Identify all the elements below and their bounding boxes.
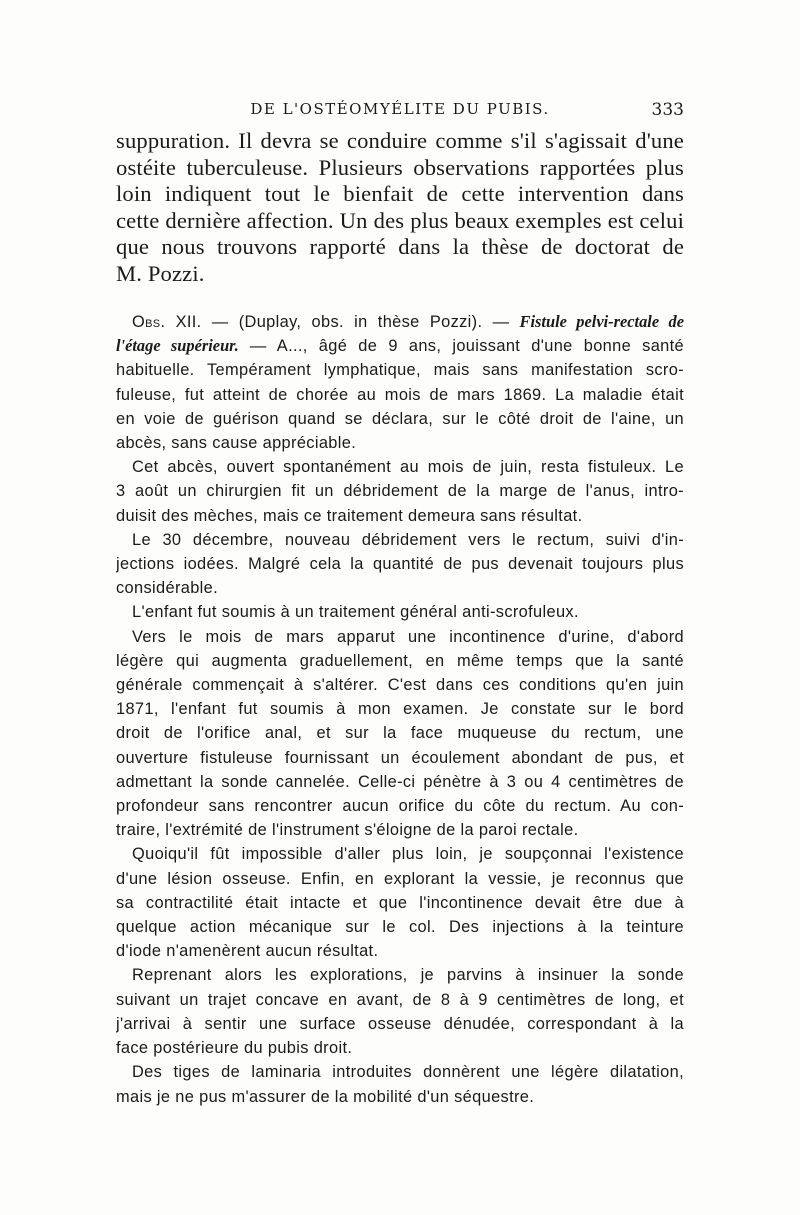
text-line: d'une lésion osseuse. Enfin, en explorant la vessie, je reconnus que <box>116 869 684 888</box>
text-line: d'iode n'amenèrent aucun résultat. <box>116 942 379 961</box>
text-line: M. Pozzi. <box>116 260 205 286</box>
text-line: en voie de guérison quand se déclara, sur le côté droit de l'aine, un <box>116 409 684 428</box>
observation-label: Obs. XII. <box>132 313 202 331</box>
running-head: DE L'OSTÉOMYÉLITE DU PUBIS. <box>250 100 550 118</box>
text-line: traire, l'extrémité de l'instrument s'éloigne de la paroi rectale. <box>116 821 579 840</box>
text-line: suivant un trajet concave en avant, de 8 à 9 centimètres de long, et <box>116 990 684 1009</box>
text-line: Reprenant alors les explorations, je parvins à insinuer la sonde <box>132 966 684 985</box>
text-line: 1871, l'enfant fut soumis à mon examen. Je constate sur le bord <box>116 700 684 719</box>
text-line: duisit des mèches, mais ce traitement demeura sans résultat. <box>116 506 583 525</box>
text-line: Quoiqu'il fût impossible d'aller plus loin, je soupçonnai l'existence <box>132 845 684 864</box>
text-line: admettant la sonde cannelée. Celle-ci pénètre à 3 ou 4 centimètres de <box>116 772 684 791</box>
page-header <box>116 100 684 126</box>
text-line: L'enfant fut soumis à un traitement général anti-scrofuleux. <box>132 603 579 622</box>
text-line <box>116 334 684 358</box>
text-line: suppuration. Il devra se conduire comme s'il s'agissait d'une <box>116 128 684 153</box>
text-line: que nous trouvons rapporté dans la thèse de doctorat de <box>116 234 684 260</box>
text-line: considérable. <box>116 579 219 598</box>
text-line: jections iodées. Malgré cela la quantité de pus devenait toujours plus <box>116 555 684 574</box>
observation-block <box>116 310 684 1109</box>
text-line: profondeur sans rencontrer aucun orifice du côte du rectum. Au con- <box>116 797 684 816</box>
text-line: mais je ne pus m'assurer de la mobilité d'un séquestre. <box>116 1087 535 1106</box>
text-line: ostéite tuberculeuse. Plusieurs observations rapportées plus <box>116 154 684 180</box>
observation-line-rest: — A..., âgé de 9 ans, jouissant d'une bonne santé <box>238 337 684 356</box>
text-line: 3 août un chirurgien fit un débridement de la marge de l'anus, intro- <box>116 482 684 501</box>
text-line: ouverture fistuleuse fournissant un écoulement abondant de pus, et <box>116 748 684 767</box>
observation-heading-line <box>116 310 684 334</box>
observation-title-cont: l'étage supérieur. <box>116 336 239 356</box>
text-line: légère qui augmenta graduellement, en même temps que la santé <box>116 651 684 670</box>
text-line: habituelle. Tempérament lymphatique, mais sans manifestation scro- <box>116 361 684 380</box>
text-line: Le 30 décembre, nouveau débridement vers le rectum, suivi d'in- <box>132 530 684 549</box>
text-line: fuleuse, fut atteint de chorée au mois de mars 1869. La maladie était <box>116 385 684 404</box>
text-line: sa contractilité était intacte et que l'incontinence devait être due à <box>116 893 684 912</box>
text-line: Cet abcès, ouvert spontanément au mois de juin, resta fistuleux. Le <box>132 458 684 477</box>
text-line: j'arrivai à sentir une surface osseuse dénudée, correspondant à la <box>116 1014 684 1033</box>
text-line: Des tiges de laminaria introduites donnèrent une légère dilatation, <box>132 1063 684 1082</box>
text-line: face postérieure du pubis droit. <box>116 1039 353 1058</box>
text-line: générale commençait à s'altérer. C'est dans ces conditions qu'en juin <box>116 676 684 695</box>
text-line: droit de l'orifice anal, et sur la face muqueuse du rectum, une <box>116 724 684 743</box>
observation-source: — (Duplay, obs. in thèse Pozzi). — <box>201 313 520 331</box>
text-line: quelque action mécanique sur le col. Des injections à la teinture <box>116 918 684 937</box>
page-number: 333 <box>651 100 684 120</box>
observation-title: Fistule pelvi-rectale de <box>519 312 684 331</box>
text-line: loin indiquent tout le bienfait de cette intervention dans <box>116 181 684 207</box>
text-line: cette dernière affection. Un des plus beaux exemples est celui <box>116 207 684 233</box>
intro-paragraph <box>116 128 684 288</box>
text-line: Vers le mois de mars apparut une incontinence d'urine, d'abord <box>132 627 684 646</box>
text-line: abcès, sans cause appréciable. <box>116 434 357 453</box>
